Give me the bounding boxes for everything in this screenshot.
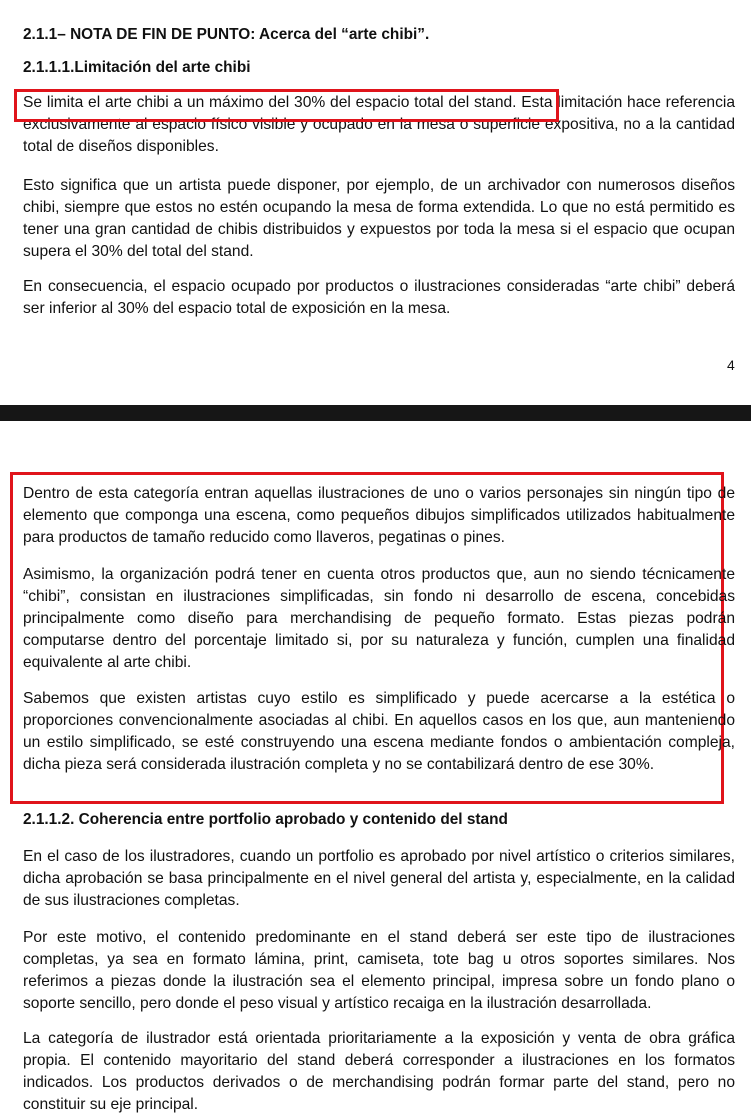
paragraph: Asimismo, la organización podrá tener en cuenta otros productos que, aun no siendo técnicamente “chibi”, consistan en ilustraciones simplificadas, sin fondo ni desarrollo de escena, concebidas principalmente como diseño para merchandising de pequeño formato. Estas piezas podrán computarse dentro del porcentaje limitado si, por su naturaleza y función, cumplen una finalidad equivalente al arte chibi. — [23, 566, 735, 671]
paragraph-rest: Esta limitación hace referencia exclusivamente al espacio físico visible y ocupado en la mesa o superficie expositiva, no a la cantidad total de diseños disponibles. — [23, 94, 735, 155]
paragraph: Sabemos que existen artistas cuyo estilo es simplificado y puede acercarse a la estética o proporciones convencionalmente asociadas al chibi. En aquellos casos en los que, aun manteniendo un estilo simplificado, se esté construyendo una escena mediante fondos o ambientación compleja, dicha pieza será considerada ilustración completa y no se contabilizará dentro de ese 30%. — [23, 690, 735, 773]
paragraph: Por este motivo, el contenido predominante en el stand deberá ser este tipo de ilustraciones completas, ya sea en formato lámina, print, camiseta, tote bag u otros soportes similares. Nos referimos a piezas donde la ilustración sea el elemento principal, impresa sobre un fondo plano o soporte sencillo, pero donde el peso visual y artístico recaiga en la ilustración desarrollada. — [23, 929, 735, 1012]
section-heading: 2.1.1– NOTA DE FIN DE PUNTO: Acerca del “arte chibi”. — [23, 26, 430, 43]
highlight-box — [14, 89, 559, 122]
paragraph: Dentro de esta categoría entran aquellas ilustraciones de uno o varios personajes sin ningún tipo de elemento que componga una escena, como pequeños dibujos simplificados utilizados habitualmente para productos de tamaño reducido como llaveros, pegatinas o pines. — [23, 485, 735, 546]
paragraph: La categoría de ilustrador está orientada prioritariamente a la exposición y venta de obra gráfica propia. El contenido mayoritario del stand deberá corresponder a ilustraciones en los formatos indicados. Los productos derivados o de merchandising podrán formar parte del stand, pero no constituir su eje principal. — [23, 1030, 735, 1113]
paragraph: En consecuencia, el espacio ocupado por productos o ilustraciones consideradas “arte chibi” deberá ser inferior al 30% del espacio total de exposición en la mesa. — [23, 278, 735, 317]
subsection-heading: 2.1.1.2. Coherencia entre portfolio aprobado y contenido del stand — [23, 811, 508, 828]
paragraph: En el caso de los ilustradores, cuando un portfolio es aprobado por nivel artístico o criterios similares, dicha aprobación se basa principalmente en el nivel general del artista y, especialmente, en la calidad de sus ilustraciones completas. — [23, 848, 735, 909]
highlighted-sentence: Se limita el arte chibi a un máximo del 30% del espacio total del stand. — [23, 94, 517, 111]
page-number: 4 — [727, 357, 735, 373]
page-separator — [0, 405, 751, 421]
paragraph: Esto significa que un artista puede disponer, por ejemplo, de un archivador con numerosos diseños chibi, siempre que estos no estén ocupando la mesa de forma extendida. Lo que no está permitido es tener una gran cantidad de chibis distribuidos y expuestos por toda la mesa si el espacio que ocupan supera el 30% del total del stand. — [23, 177, 735, 260]
subsection-heading: 2.1.1.1.Limitación del arte chibi — [23, 59, 251, 76]
